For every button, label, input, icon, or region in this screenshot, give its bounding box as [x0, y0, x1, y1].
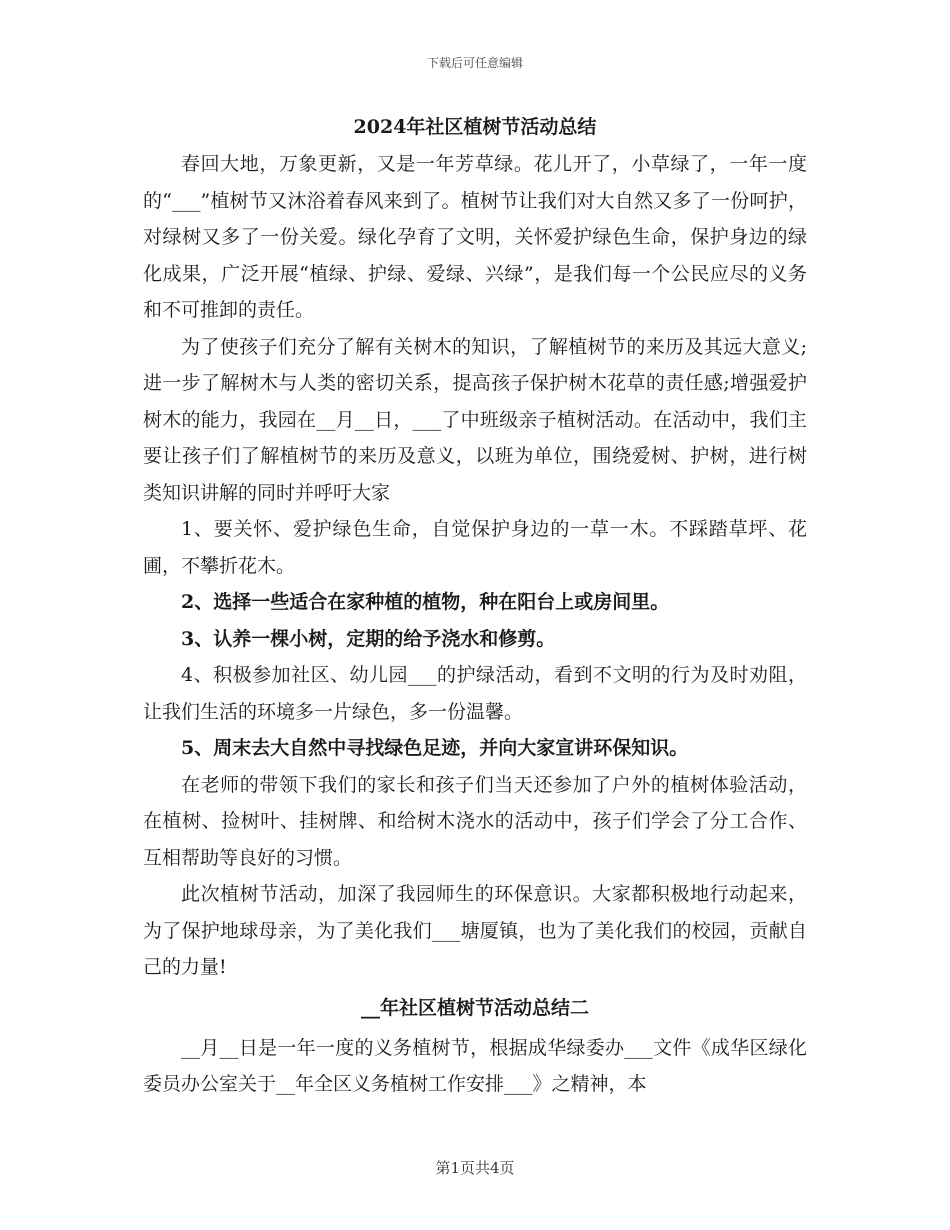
paragraph-section-2: __月__日是一年一度的义务植树节，根据成华绿委办___文件《成华区绿化委员办公室关于__年全区义务植树工作安排___》之精神，本 [143, 1036, 807, 1095]
paragraph-activity: 在老师的带领下我们的家长和孩子们当天还参加了户外的植树体验活动，在植树、捡树叶、挂树牌、和给树木浇水的活动中，孩子们学会了分工合作、互相帮助等良好的习惯。 [143, 773, 807, 869]
paragraph-conclusion: 此次植树节活动，加深了我园师生的环保意识。大家都积极地行动起来，为了保护地球母亲，为了美化我们___塘厦镇，也为了美化我们的校园，贡献自己的力量! [143, 883, 807, 978]
paragraph-intro: 春回大地，万象更新，又是一年芳草绿。花儿开了，小草绿了，一年一度的“___”植树节又沐浴着春风来到了。植树节让我们对大自然又多了一份呵护，对绿树又多了一份关爱。绿化孕育了文明，关怀爱护绿色生命，保护身边的绿化成果，广泛开展“植绿、护绿、爱绿、兴绿”，是我们每一个公民应尽的义务和不可推卸的责任。 [143, 153, 807, 321]
paragraph-purpose: 为了使孩子们充分了解有关树木的知识，了解植树节的来历及其远大意义;进一步了解树木与人类的密切关系，提高孩子保护树木花草的责任感;增强爱护树木的能力，我园在__月__日，___了中班级亲子植树活动。在活动中，我们主要让孩子们了解植树节的来历及意义，以班为单位，围绕爱树、护树，进行树类知识讲解的同时并呼吁大家 [143, 335, 807, 504]
document-body [143, 108, 807, 1103]
header-note: 下载后可任意编辑 [426, 56, 523, 70]
list-item-2: 2、选择一些适合在家种植的植物，种在阳台上或房间里。 [181, 591, 670, 613]
list-item-5: 5、周末去大自然中寻找绿色足迹，并向大家宣讲环保知识。 [181, 737, 689, 759]
section-title-2: __年社区植树节活动总结二 [360, 996, 589, 1019]
list-item-4: 4、积极参加社区、幼儿园___的护绿活动，看到不文明的行为及时劝阻，让我们生活的环境多一片绿色，多一份温馨。 [143, 664, 807, 723]
page-number: 第1页共4页 [435, 1159, 515, 1177]
list-item-1: 1、要关怀、爱护绿色生命，自觉保护身边的一草一木。不踩踏草坪、花圃，不攀折花木。 [143, 518, 807, 577]
document-title: 2024年社区植树节活动总结 [353, 116, 597, 138]
list-item-3: 3、认养一棵小树，定期的给予浇水和修剪。 [181, 627, 556, 650]
